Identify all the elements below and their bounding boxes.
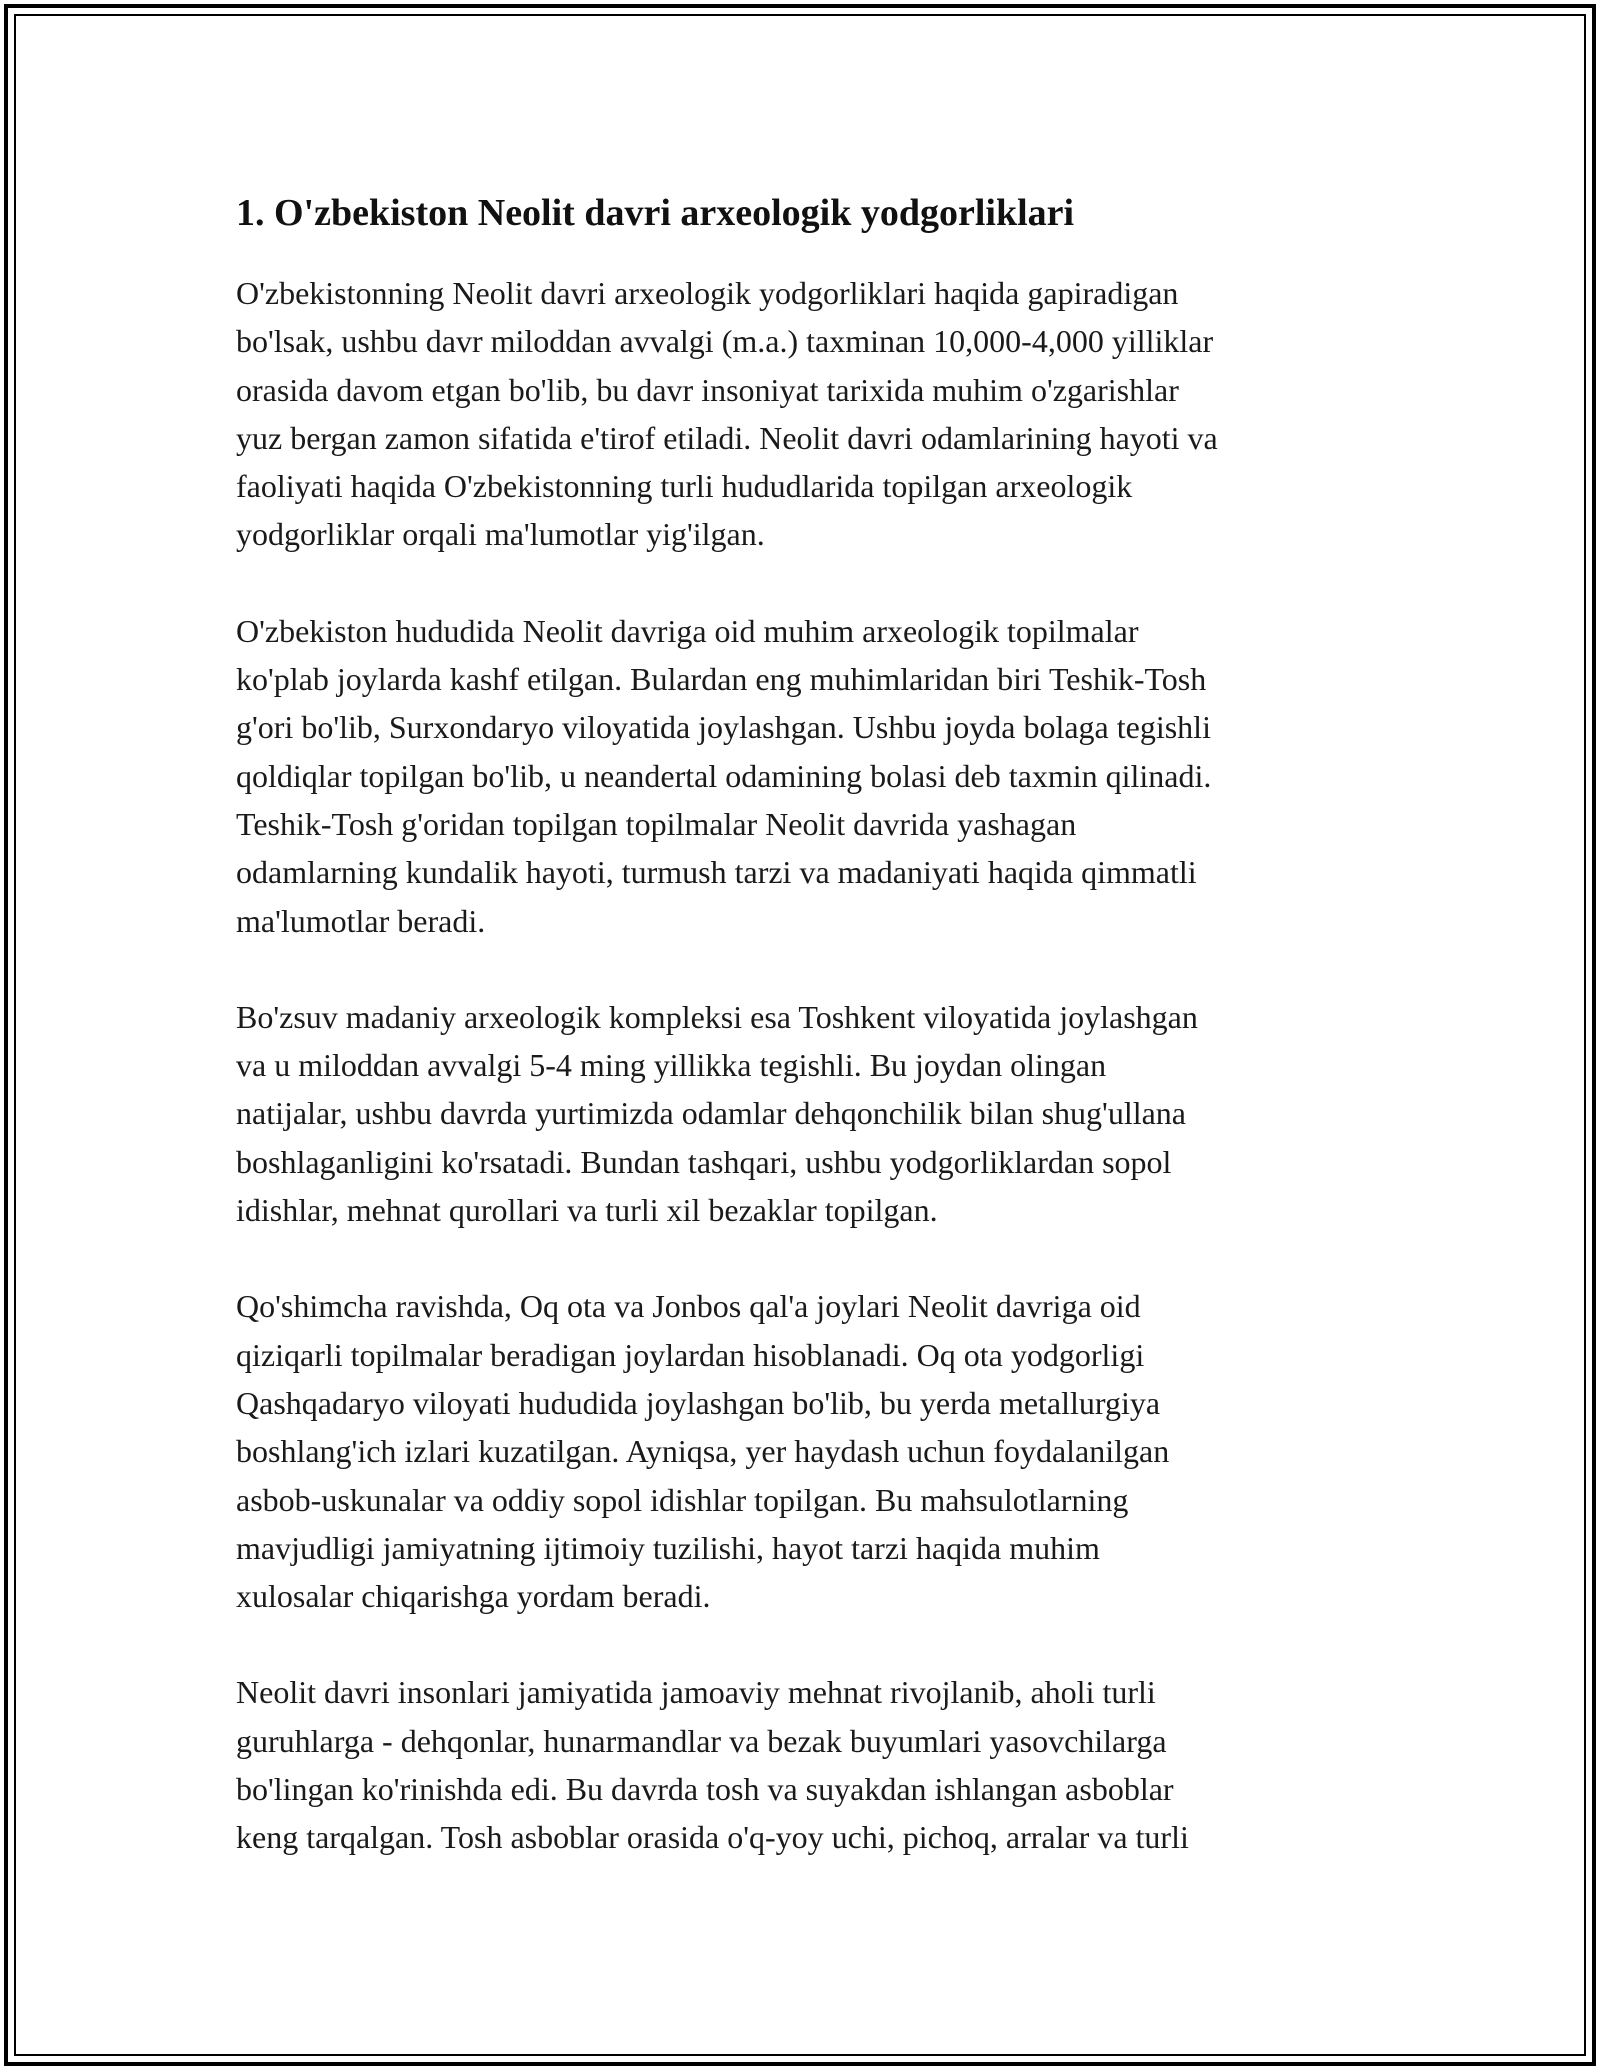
- paragraph: [236, 269, 1376, 559]
- text-line: orasida davom etgan bo'lib, bu davr insoniyat tarixida muhim o'zgarishlar: [236, 371, 1179, 408]
- paragraph-list: [236, 269, 1376, 1862]
- text-line: Neolit davri insonlari jamiyatida jamoaviy mehnat rivojlanib, aholi turli: [236, 1674, 1156, 1711]
- paragraph: [236, 607, 1376, 945]
- text-line: boshlaganligini ko'rsatadi. Bundan tashqari, ushbu yodgorliklardan sopol: [236, 1143, 1172, 1180]
- text-line: O'zbekiston hududida Neolit davriga oid muhim arxeologik topilmalar: [236, 612, 1139, 649]
- text-line: odamlarning kundalik hayoti, turmush tarzi va madaniyati haqida qimmatli: [236, 854, 1197, 891]
- text-line: bo'lsak, ushbu davr miloddan avvalgi (m.a.) taxminan 10,000-4,000 yilliklar: [236, 323, 1214, 360]
- paragraph: [236, 993, 1376, 1234]
- text-line: O'zbekistonning Neolit davri arxeologik yodgorliklari haqida gapiradigan: [236, 275, 1179, 311]
- text-line: boshlang'ich izlari kuzatilgan. Ayniqsa, yer haydash uchun foydalanilgan: [236, 1433, 1170, 1470]
- text-line: g'ori bo'lib, Surxondaryo viloyatida joylashgan. Ushbu joyda bolaga tegishli: [236, 709, 1211, 746]
- text-line: Qashqadaryo viloyati hududida joylashgan bo'lib, bu yerda metallurgiya: [236, 1384, 1161, 1421]
- text-line: xulosalar chiqarishga yordam beradi.: [236, 1578, 711, 1615]
- section-heading: 1. O'zbekiston Neolit davri arxeologik yodgorliklari: [236, 192, 1075, 234]
- paragraph: [236, 1282, 1376, 1620]
- text-line: va u miloddan avvalgi 5-4 ming yillikka tegishli. Bu joydan olingan: [236, 1047, 1107, 1084]
- text-line: Qo'shimcha ravishda, Oq ota va Jonbos qal'a joylari Neolit davriga oid: [236, 1288, 1141, 1325]
- text-line: faoliyati haqida O'zbekistonning turli hududlarida topilgan arxeologik: [236, 468, 1133, 505]
- text-line: yuz bergan zamon sifatida e'tirof etiladi. Neolit davri odamlarining hayoti va: [236, 419, 1218, 456]
- text-line: keng tarqalgan. Tosh asboblar orasida o'q-yoy uchi, pichoq, arralar va turli: [236, 1819, 1189, 1856]
- text-line: idishlar, mehnat qurollari va turli xil bezaklar topilgan.: [236, 1192, 938, 1229]
- text-line: guruhlarga - dehqonlar, hunarmandlar va bezak buyumlari yasovchilarga: [236, 1722, 1167, 1759]
- text-line: bo'lingan ko'rinishda edi. Bu davrda tosh va suyakdan ishlangan asboblar: [236, 1771, 1174, 1808]
- text-line: Teshik-Tosh g'oridan topilgan topilmalar Neolit davrida yashagan: [236, 805, 1077, 842]
- paragraph: [236, 1668, 1376, 1861]
- text-line: qiziqarli topilmalar beradigan joylardan hisoblanadi. Oq ota yodgorligi: [236, 1336, 1145, 1373]
- text-line: Bo'zsuv madaniy arxeologik kompleksi esa Toshkent viloyatida joylashgan: [236, 998, 1198, 1035]
- text-line: qoldiqlar topilgan bo'lib, u neandertal odamining bolasi deb taxmin qilinadi.: [236, 757, 1212, 794]
- text-line: asbob-uskunalar va oddiy sopol idishlar topilgan. Bu mahsulotlarning: [236, 1481, 1129, 1518]
- text-line: natijalar, ushbu davrda yurtimizda odamlar dehqonchilik bilan shug'ullana: [236, 1095, 1186, 1132]
- text-line: ko'plab joylarda kashf etilgan. Bulardan eng muhimlaridan biri Teshik-Tosh: [236, 661, 1207, 698]
- text-line: yodgorliklar orqali ma'lumotlar yig'ilgan.: [236, 516, 765, 553]
- text-line: ma'lumotlar beradi.: [236, 902, 486, 939]
- text-line: mavjudligi jamiyatning ijtimoiy tuzilishi, hayot tarzi haqida muhim: [236, 1529, 1100, 1566]
- document-body: [236, 185, 1376, 1910]
